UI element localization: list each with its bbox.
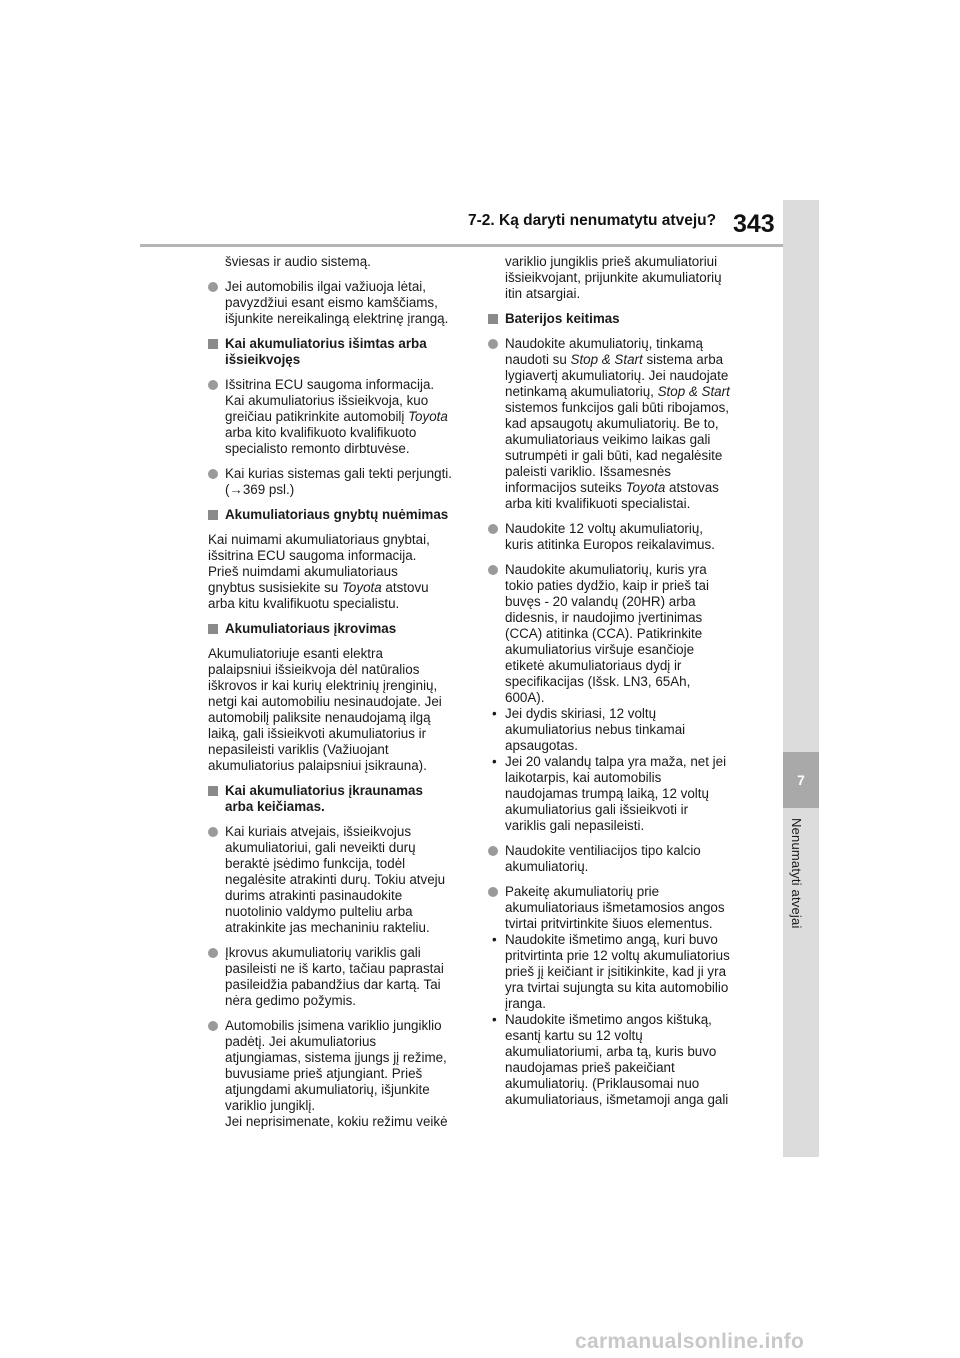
square-bullet-icon (208, 339, 218, 349)
text-line: Akumuliatoriaus gnybtų nuėmimas (225, 507, 449, 522)
paragraph (208, 532, 470, 612)
text-line: išsitrina ECU saugoma informacija. (208, 548, 417, 563)
dash-item (488, 754, 750, 834)
text-line: variklis gali nepasileisti. (505, 818, 645, 833)
text-line: sutrumpėti ir gali būti, kad negalėsite (505, 448, 723, 463)
bullet-item (488, 884, 750, 932)
square-bullet-icon (488, 314, 498, 324)
text-line: įranga. (505, 996, 546, 1011)
circle-bullet-icon (488, 339, 498, 349)
bullet-item (208, 945, 470, 1009)
text-line: esantį kartu su 12 voltų (505, 1028, 643, 1043)
text-line: Kai akumuliatorius išimtas arba (225, 336, 427, 351)
text-line: tokio paties dydžio, kaip ir prieš tai (505, 578, 709, 593)
text-line: iškrovos ir kai kurių elektrinių įrenginių, (208, 678, 438, 693)
text-line: akumuliatoriaus, išmetamoji anga gali (505, 1092, 729, 1107)
square-bullet-icon (208, 786, 218, 796)
circle-bullet-icon (208, 948, 218, 958)
text-line: (→369 psl.) (225, 482, 295, 497)
text-line: Kai akumuliatorius išsieikvoja, kuo (225, 393, 429, 408)
text-line: prieš jį keičiant ir įsitikinkite, kad ji yra (505, 964, 727, 979)
text-line: akumuliatorius gali išsieikvoti ir (505, 802, 689, 817)
text-line: akumuliatoriaus veikimo laikas gali (505, 432, 711, 447)
text-line: sistemos funkcijos gali būti ribojamos, (505, 400, 730, 415)
text-line: pritvirtinta prie 12 voltų akumuliatorius (505, 948, 730, 963)
text-line: Jei automobilis ilgai važiuoja lėtai, (225, 279, 426, 294)
text-line: itin atsargiai. (505, 286, 581, 301)
header-divider (140, 244, 783, 247)
text-line: Naudokite išmetimo angą, kuri buvo (505, 932, 718, 947)
text-line: Naudokite 12 voltų akumuliatorių, (505, 521, 703, 536)
text-line: specifikacijas (Išsk. LN3, 65Ah, (505, 674, 691, 689)
text-line: Naudokite išmetimo angos kištuką, (505, 1012, 712, 1027)
text-line: laikotarpis, kai automobilis (505, 770, 662, 785)
square-bullet-icon (208, 510, 218, 520)
text-line: kuris atitinka Europos reikalavimus. (505, 537, 715, 552)
section-title: 7-2. Ką daryti nenumatytu atveju? (468, 212, 717, 229)
text-line: Kai akumuliatorius įkraunamas (225, 783, 423, 798)
text-line: Pakeitę akumuliatorių prie (505, 884, 660, 899)
text-line: (CCA) atitinka (CCA). Patikrinkite (505, 626, 703, 641)
text-line: buvusiame prieš atjungiant. Prieš (225, 1066, 423, 1081)
text-line: 600A). (505, 690, 545, 705)
text-line: nepasileisti variklis (Važiuojant (208, 742, 389, 757)
left-column (208, 254, 470, 1139)
circle-bullet-icon (208, 282, 218, 292)
dot-bullet-icon: • (492, 1012, 497, 1027)
dot-bullet-icon: • (492, 706, 497, 721)
text-line: Įkrovus akumuliatorių variklis gali (225, 945, 421, 960)
watermark: carmanualsonline.info (575, 1330, 805, 1353)
page-number: 343 (733, 210, 775, 238)
text-line: negalėsite atrakinti durų. Tokiu atveju (225, 872, 446, 887)
text-line: akumuliatoriui, gali neveikti durų (225, 840, 416, 855)
text-line: nuotolinio valdymo pulteliu arba (225, 904, 413, 919)
circle-bullet-icon (488, 565, 498, 575)
text-line: padėtį. Jei akumuliatorius (225, 1034, 377, 1049)
text-line: automobilį paliksite nenaudojamą ilgą (208, 710, 431, 725)
bullet-item (208, 1018, 470, 1130)
text-line: gnybtus susisiekite su Toyota atstovu (208, 580, 429, 595)
text-line: naudojamas prieš pakeičiant (505, 1060, 675, 1075)
text-line: išjunkite nereikalingą elektrinę įrangą. (225, 311, 449, 326)
text-line: akumuliatorius nebus tinkamai (505, 722, 686, 737)
text-line: Jei neprisimenate, kokiu režimu veikė (225, 1114, 448, 1129)
text-line: Kai kurias sistemas gali tekti perjungti. (225, 466, 452, 481)
circle-bullet-icon (208, 827, 218, 837)
section-heading (208, 336, 470, 368)
text-line: informacijos suteiks Toyota atstovas (505, 480, 719, 495)
text-line: arba kiti kvalifikuoti specialistai. (505, 496, 691, 511)
text-line: pavyzdžiui esant eismo kamščiams, (225, 295, 438, 310)
text-line: buvęs - 20 valandų (20HR) arba (505, 594, 696, 609)
section-heading (208, 507, 470, 523)
text-line: Naudokite akumuliatorių, kuris yra (505, 562, 707, 577)
text-line: arba kitu kvalifikuotu specialistu. (208, 596, 400, 611)
dash-item (488, 706, 750, 754)
text-line: arba keičiamas. (225, 799, 325, 814)
text-line: Jei dydis skiriasi, 12 voltų (505, 706, 657, 721)
bullet-item (208, 824, 470, 936)
dot-bullet-icon: • (492, 932, 497, 947)
circle-bullet-icon (488, 524, 498, 534)
text-line: akumuliatorius palaipsniui įsikrauna). (208, 758, 427, 773)
circle-bullet-icon (208, 1021, 218, 1031)
text-line: pasileisti ne iš karto, tačiau paprastai (225, 961, 444, 976)
circle-bullet-icon (488, 887, 498, 897)
text-line: naudoti su Stop & Start sistema arba (505, 352, 724, 367)
square-bullet-icon (208, 624, 218, 634)
text-line: Jei 20 valandų talpa yra maža, net jei (505, 754, 727, 769)
text-line: akumuliatorių. (505, 859, 589, 874)
text-line: Prieš nuimdami akumuliatoriaus (208, 564, 398, 579)
text-line: etiketė akumuliatoriaus dydį ir (505, 658, 682, 673)
text-line: lygiavertį akumuliatorių. Jei naudojate (505, 368, 729, 383)
text-line: Automobilis įsimena variklio jungiklio (225, 1018, 442, 1033)
text-line: netinkamą akumuliatorių, Stop & Start (505, 384, 730, 399)
bullet-item (488, 843, 750, 875)
text-line: variklio jungiklis prieš akumuliatoriui (505, 254, 718, 269)
text-line: yra tvirtai sujungta su kita automobilio (505, 980, 729, 995)
text-line: kad apsaugotų akumuliatorių. Be to, (505, 416, 719, 431)
text-line: išsieikvojęs (225, 352, 301, 367)
text-line: Naudokite ventiliacijos tipo kalcio (505, 843, 701, 858)
section-heading (208, 621, 470, 637)
text-line: nėra gedimo požymis. (225, 993, 356, 1008)
circle-bullet-icon (208, 380, 218, 390)
dash-item (488, 1012, 750, 1108)
text-line: beraktė įsėdimo funkcija, todėl (225, 856, 406, 871)
chapter-number: 7 (783, 752, 819, 808)
text-line: atrakinkite jas mechaniniu rakteliu. (225, 920, 430, 935)
chapter-side-tab (783, 200, 819, 1157)
continued-paragraph (208, 254, 470, 270)
continued-paragraph (488, 254, 750, 302)
dot-bullet-icon: • (492, 754, 497, 769)
text-line: Išsitrina ECU saugoma informacija. (225, 377, 435, 392)
right-column (488, 254, 750, 1117)
text-line: tvirtai pritvirtinkite šiuos elementus. (505, 916, 713, 931)
chapter-label: Nenumatyti atvejai (789, 818, 804, 929)
dash-list (488, 706, 750, 834)
text-line: greičiau patikrinkite automobilį Toyota (225, 409, 448, 424)
bullet-item (488, 336, 750, 512)
text-line: paleisti variklio. Išsamesnės (505, 464, 671, 479)
section-heading (208, 783, 470, 815)
text-line: šviesas ir audio sistemą. (225, 254, 371, 269)
text-line: arba kito kvalifikuoto kvalifikuoto (225, 425, 417, 440)
text-line: pasileidžia pabandžius dar kartą. Tai (225, 977, 441, 992)
text-line: atjungiamas, sistema įjungs jį režime, (225, 1050, 447, 1065)
text-line: Akumuliatoriaus įkrovimas (225, 621, 397, 636)
text-line: akumuliatorius viršuje esančioje (505, 642, 695, 657)
text-line: Naudokite akumuliatorių, tinkamą (505, 336, 703, 351)
text-line: išsieikvojant, prijunkite akumuliatorių (505, 270, 722, 285)
bullet-item (208, 279, 470, 327)
text-line: palaipsniui išsieikvoja dėl natūralios (208, 662, 420, 677)
bullet-item (208, 377, 470, 457)
text-line: apsaugotas. (505, 738, 578, 753)
text-line: durims atrakinti pasinaudokite (225, 888, 403, 903)
text-line: variklio jungiklį. (225, 1098, 316, 1113)
bullet-item (488, 521, 750, 553)
circle-bullet-icon (488, 846, 498, 856)
text-line: Baterijos keitimas (505, 311, 620, 326)
text-line: specialisto remonto dirbtuvėse. (225, 441, 410, 456)
text-line: akumuliatoriumi, arba tą, kuris buvo (505, 1044, 717, 1059)
section-heading (488, 311, 750, 327)
text-line: naudojamas trumpą laiką, 12 voltų (505, 786, 709, 801)
text-line: atjungdami akumuliatorių, išjunkite (225, 1082, 430, 1097)
text-line: Kai nuimami akumuliatoriaus gnybtai, (208, 532, 430, 547)
paragraph (208, 646, 470, 774)
dash-item (488, 932, 750, 1012)
text-line: didesnis, ir naudojimo įvertinimas (505, 610, 703, 625)
dash-list (488, 932, 750, 1108)
text-line: Kai kuriais atvejais, išsieikvojus (225, 824, 412, 839)
bullet-item (208, 466, 470, 498)
text-line: akumuliatoriaus išmetamosios angos (505, 900, 725, 915)
text-line: Akumuliatoriuje esanti elektra (208, 646, 383, 661)
text-line: laiką, gali išsieikvoti akumuliatorius ir (208, 726, 427, 741)
bullet-item (488, 562, 750, 706)
text-line: akumuliatorių. (Priklausomai nuo (505, 1076, 700, 1091)
circle-bullet-icon (208, 469, 218, 479)
text-line: netgi kai automobiliu nesinaudojate. Jei (208, 694, 442, 709)
